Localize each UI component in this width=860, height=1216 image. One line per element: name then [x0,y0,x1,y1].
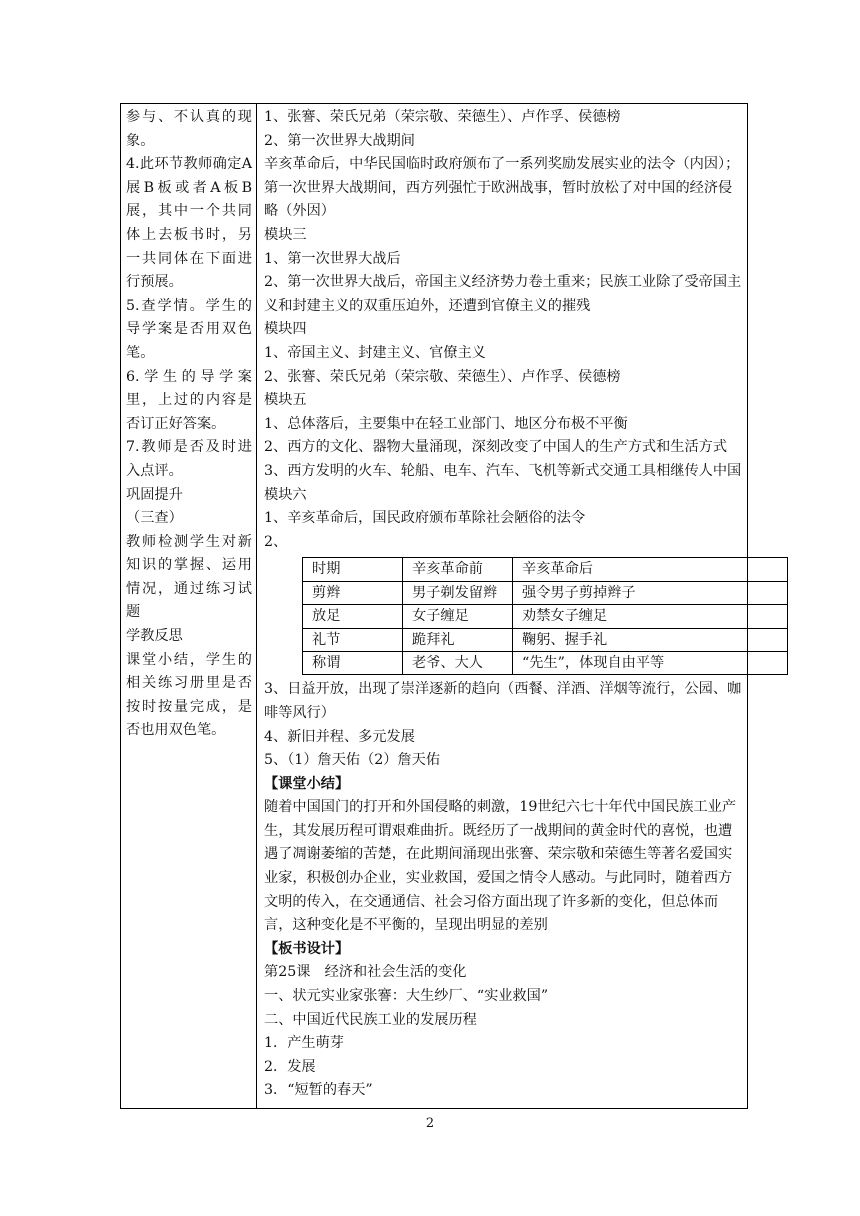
left-notes-cell [121,104,257,1109]
board-line: 1．产生萌芽 [264,1035,344,1052]
left-note: 4.此环节教师确定A展B板或者A板B展，其中一个共同体上去板书时，另一共同体在下面进行预展。 [126,156,252,291]
table-cell: 女子缠足 [403,605,513,628]
left-note: （三查） [126,510,183,527]
lesson-plan-table [120,103,748,1109]
board-line: 二、中国近代民族工业的发展历程 [264,1011,477,1028]
table-cell: 老爷、大人 [403,651,513,674]
answer-line: 1、第一次世界大战后 [264,250,401,267]
table-cell: 剪辫 [303,581,403,604]
answer-line: 2、 [264,533,288,550]
answer-line: 1、张謇、荣氏兄弟（荣宗敬、荣德生）、卢作孚、侯德榜 [264,109,621,125]
table-row [303,628,788,651]
table-cell: 强令男子剪掉辫子 [513,581,788,604]
right-content [257,104,747,1103]
answer-line: 2、西方的文化、器物大量涌现，深刻改变了中国人的生产方式和生活方式 [264,439,728,456]
board-line: 3．“短暂的春天” [264,1082,373,1099]
board-line: 第25课 经济和社会生活的变化 [264,964,467,981]
table-row [303,651,788,674]
answer-line: 2、张謇、荣氏兄弟（荣宗敬、荣德生）、卢作孚、侯德榜 [264,368,621,385]
answer-line: 3、西方发明的火车、轮船、电车、汽车、飞机等新式交通工具相继传人中国 [264,462,742,479]
answer-line: 3、日益开放，出现了崇洋逐新的趋向（西餐、洋酒、洋烟等流行，公园、咖啡等风行） [264,681,742,721]
summary-text: 随着中国国门的打开和外国侵略的刺激，19世纪六七十年代中国民族工业产生，其发展历程可谓艰难曲折。既经历了一战期间的黄金时代的喜悦，也遭遇了凋谢萎缩的苦楚，在此期间涌现出张謇、荣宗敬和荣德生等著名爱国实业家，积极创办企业，实业救国，爱国之情令人感动。与此同时，随着西方文明的传入，在交通通信、社会习俗方面出现了许多新的变化，但总体而言，这种变化是不平衡的，呈现出明显的差别 [264,799,737,934]
table-cell: 跪拜礼 [403,628,513,651]
module-heading: 模块五 [264,392,307,409]
left-note: 学教反思 [126,628,183,645]
answer-line: 5、（1）詹天佑（2）詹天佑 [264,752,441,769]
board-heading: 【板书设计】 [264,940,350,957]
left-note: 巩固提升 [126,486,183,503]
left-note: 7.教师是否及时进入点评。 [126,439,252,479]
right-content-cell [257,104,748,1109]
left-note: 参与、不认真的现象。 [126,109,252,149]
left-note: 5.查学情。学生的导学案是否用双色笔。 [126,297,252,361]
table-header-row [303,558,788,581]
left-note: 6.学生的导学案里，上过的内容是否订正好答案。 [126,368,252,432]
table-cell: “先生”，体现自由平等 [513,651,788,674]
table-row [303,581,788,604]
table-cell: 男子剃发留辫 [403,581,513,604]
page-number: 2 [425,1116,435,1131]
table-cell: 礼节 [303,628,403,651]
table-cell: 称谓 [303,651,403,674]
answer-line: 4、新旧并程、多元发展 [264,728,415,745]
left-note: 教师检测学生对新知识的掌握、运用情况，通过练习试题 [126,533,252,621]
table-cell: 劝禁女子缠足 [513,605,788,628]
table-header-cell: 时期 [303,558,403,581]
answer-line: 2、第一次世界大战期间 [264,132,415,149]
module-heading: 模块六 [264,486,307,503]
table-cell: 鞠躬、握手礼 [513,628,788,651]
answer-line: 2、第一次世界大战后，帝国主义经济势力卷土重来；民族工业除了受帝国主义和封建主义的双重压迫外，还遭到官僚主义的摧残 [264,274,742,314]
answer-line: 辛亥革命后，中华民国临时政府颁布了一系列奖励发展实业的法令（内因）；第一次世界大战期间，西方列强忙于欧洲战事，暂时放松了对中国的经济侵略（外因） [264,156,740,220]
table-cell: 放足 [303,605,403,628]
module-heading: 模块四 [264,321,307,338]
summary-heading: 【课堂小结】 [264,775,350,792]
answer-line: 1、辛亥革命后，国民政府颁布革除社会陋俗的法令 [264,510,586,527]
left-notes [121,104,256,743]
board-line: 2．发展 [264,1058,316,1075]
answer-line: 1、帝国主义、封建主义、官僚主义 [264,344,486,361]
customs-table [302,557,788,675]
module-heading: 模块三 [264,226,307,243]
table-header-cell: 辛亥革命前 [403,558,513,581]
answer-line: 1、总体落后，主要集中在轻工业部门、地区分布极不平衡 [264,415,628,432]
left-note: 课堂小结，学生的相关练习册里是否按时按量完成，是否也用双色笔。 [126,651,252,739]
board-line: 一、状元实业家张謇：大生纱厂、“实业救国” [264,988,549,1005]
table-row [303,605,788,628]
table-header-cell: 辛亥革命后 [513,558,788,581]
